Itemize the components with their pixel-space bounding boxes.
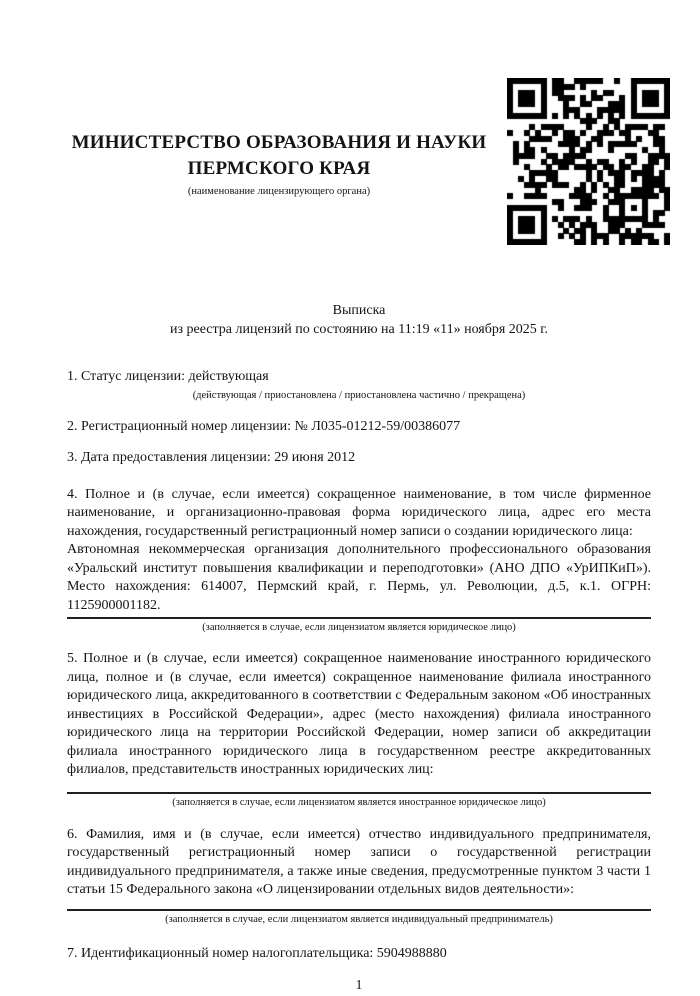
licensing-authority-block — [67, 130, 491, 198]
qr-code — [507, 78, 670, 245]
field-license-status: 1. Статус лицензии: действующая — [67, 369, 269, 384]
field-legal-entity-rule — [67, 617, 651, 619]
field-registration-number: 2. Регистрационный номер лицензии: № Л035-01212-59/00386077 — [67, 418, 461, 434]
field-license-status-caption: (действующая / приостановлена / приостановлена частично / прекращена) — [192, 389, 526, 401]
field-legal-entity — [67, 486, 651, 616]
field-legal-entity-caption: (заполняется в случае, если лицензиатом является юридическое лицо) — [202, 622, 516, 633]
document-header — [67, 0, 651, 245]
page-number: 1 — [355, 978, 363, 993]
licensing-authority-caption: (наименование лицензирующего органа) — [187, 186, 371, 197]
document-title-line2: из реестра лицензий по состоянию на 11:19 «11» ноября 2025 г. — [170, 321, 548, 337]
field-entrepreneur-caption: (заполняется в случае, если лицензиатом является индивидуальный предприниматель) — [165, 913, 553, 925]
field-foreign-entity-caption: (заполняется в случае, если лицензиатом является иностранное юридическое лицо) — [172, 796, 546, 808]
ministry-name-line1: МИНИСТЕРСТВО ОБРАЗОВАНИЯ И НАУКИ — [71, 132, 487, 153]
field-foreign-entity-rule — [67, 792, 651, 794]
field-entrepreneur-label: 6. Фамилия, имя и (в случае, если имеется) отчество индивидуального предпринимателя, государственный регистрационный номер записи о государственной регистрации индивидуального предпринимателя, а также иные сведения, предусмотренные пунктом 3 части 1 статьи 15 Федерального закона «О лицензировании отдельных видов деятельности»: — [67, 826, 651, 897]
field-legal-entity-label: 4. Полное и (в случае, если имеется) сокращенное наименование, в том числе фирменное наименование, и организационно-правовая форма юридического лица, адрес его места нахождения, государственный регистрационный номер записи о создании юридического лица: — [67, 486, 651, 539]
field-foreign-entity-label: 5. Полное и (в случае, если имеется) сокращенное наименование иностранного юридического лица, полное и (в случае, если имеется) сокращенное наименование филиала иностранного юридического лица, аккредитованного в соответствии с Федеральным законом «Об иностранных инвестициях в Российской Федерации», адрес (место нахождения) филиала иностранного юридического лица на территории Российской Федерации, номер записи об аккредитации филиала иностранного юридического лица в государственном реестре аккредитованных филиалов, представительств иностранных юридических лиц: — [67, 651, 651, 777]
document-title-line1: Выписка — [332, 303, 386, 318]
ministry-name-line2: ПЕРМСКОГО КРАЯ — [187, 158, 371, 179]
field-taxpayer-number: 7. Идентификационный номер налогоплательщика: 5904988880 — [67, 945, 447, 961]
document-title — [67, 302, 651, 339]
field-entrepreneur-rule — [67, 909, 651, 911]
field-legal-entity-value: Автономная некоммерческая организация дополнительного профессионального образования «Уральский институт повышения квалификации и переподготовки» (АНО ДПО «УрИПКиП»). Место нахождения: 614007, Пермский край, г. Пермь, ул. Революции, д.5, к.1. ОГРН: 1125900001182. — [67, 542, 651, 613]
field-grant-date: 3. Дата предоставления лицензии: 29 июня 2012 — [67, 450, 356, 465]
